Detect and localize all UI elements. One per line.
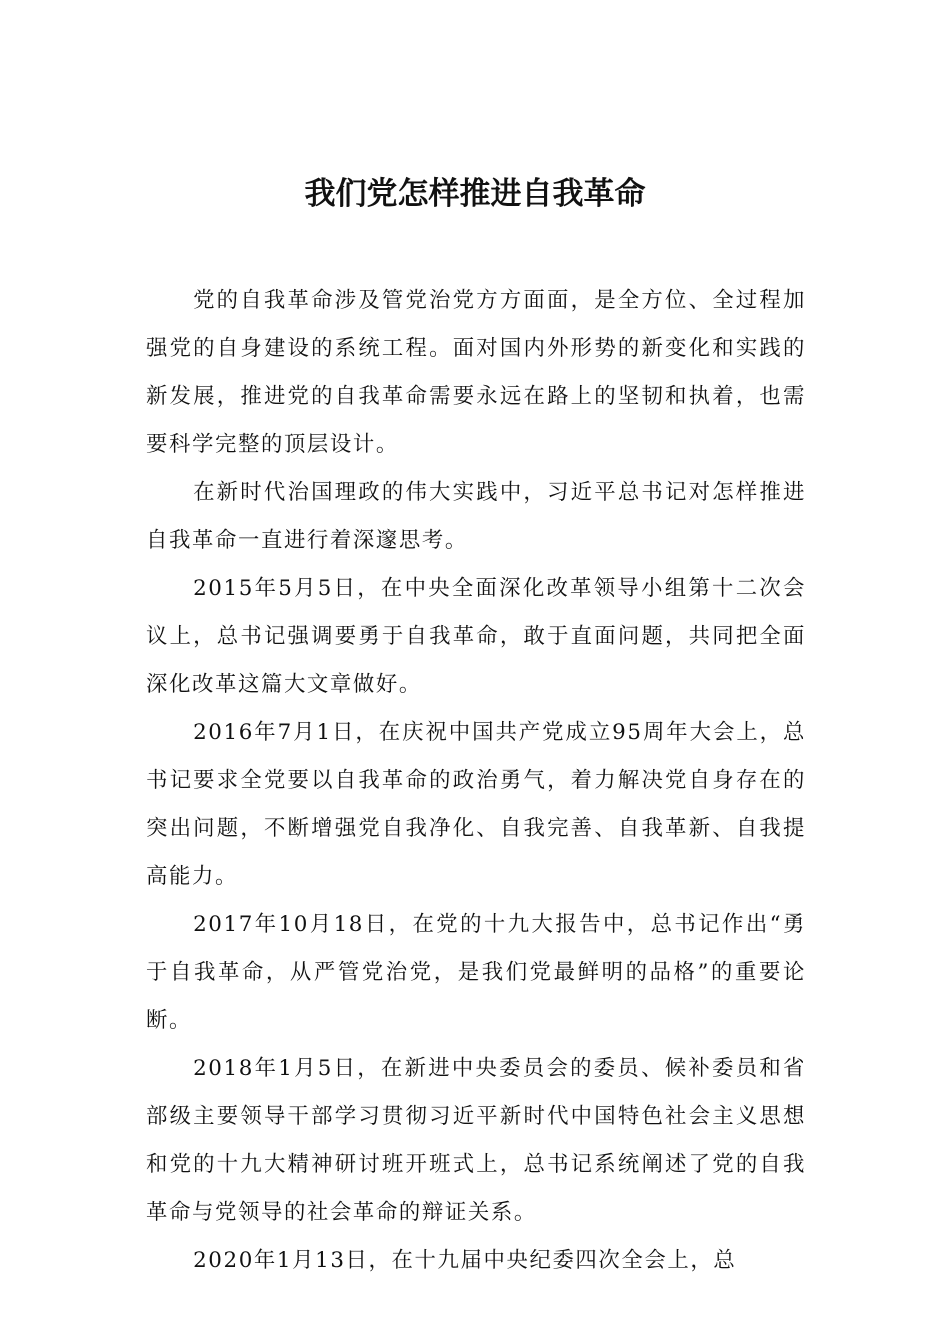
document-body — [146, 277, 806, 1285]
paragraph: 在新时代治国理政的伟大实践中，习近平总书记对怎样推进自我革命一直进行着深邃思考。 — [146, 480, 806, 553]
paragraph: 2015年5月5日，在中央全面深化改革领导小组第十二次会议上，总书记强调要勇于自我革命，敢于直面问题，共同把全面深化改革这篇大文章做好。 — [146, 576, 806, 697]
paragraph: 2016年7月1日，在庆祝中国共产党成立95周年大会上，总书记要求全党要以自我革命的政治勇气，着力解决党自身存在的突出问题，不断增强党自我净化、自我完善、自我革新、自我提高能力。 — [146, 720, 806, 889]
paragraph: 党的自我革命涉及管党治党方方面面，是全方位、全过程加强党的自身建设的系统工程。面对国内外形势的新变化和实践的新发展，推进党的自我革命需要永远在路上的坚韧和执着，也需要科学完整的顶层设计。 — [146, 288, 806, 457]
document-title: 我们党怎样推进自我革命 — [304, 176, 646, 212]
paragraph: 2020年1月13日，在十九届中央纪委四次全会上，总 — [193, 1248, 737, 1273]
paragraph: 2017年10月18日，在党的十九大报告中，总书记作出“勇于自我革命，从严管党治党，是我们党最鲜明的品格”的重要论断。 — [146, 912, 806, 1033]
paragraph: 2018年1月5日，在新进中央委员会的委员、候补委员和省部级主要领导干部学习贯彻习近平新时代中国特色社会主义思想和党的十九大精神研讨班开班式上，总书记系统阐述了党的自我革命与党领导的社会革命的辩证关系。 — [146, 1056, 806, 1225]
